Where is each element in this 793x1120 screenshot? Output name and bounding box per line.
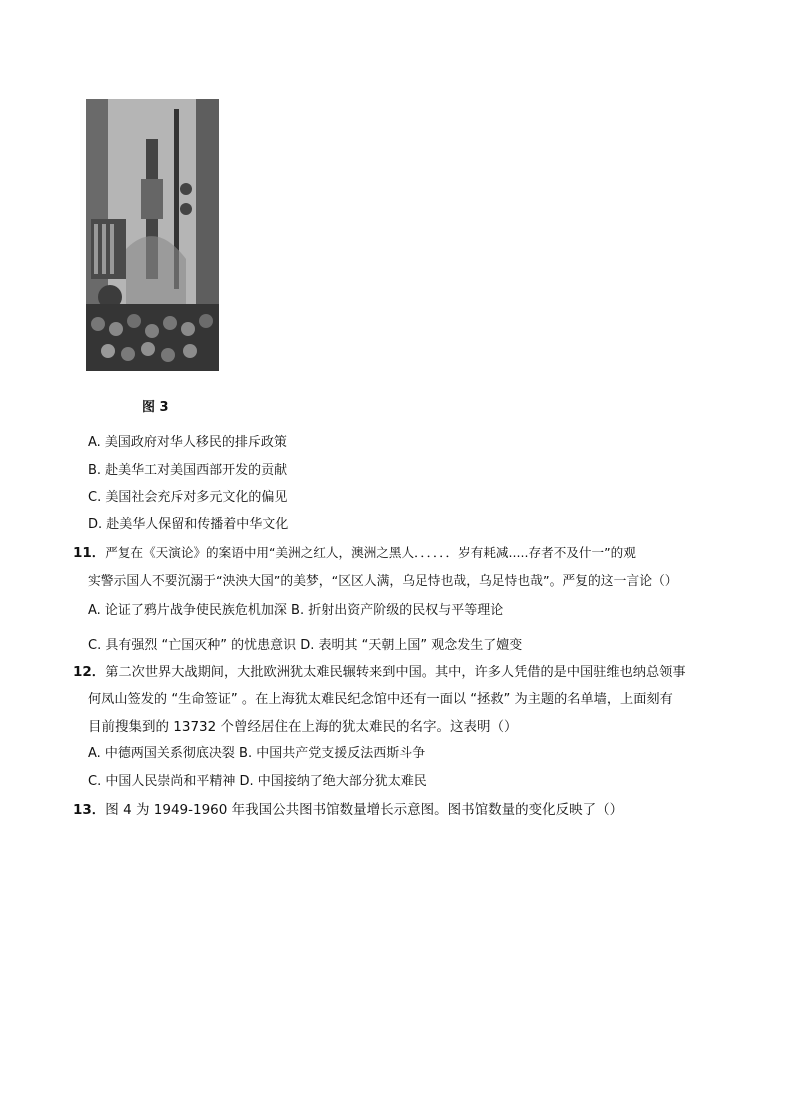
question-13-line-1 xyxy=(73,798,623,818)
question-11-line-1 xyxy=(73,541,636,561)
figure3-option-a: A. 美国政府对华人移民的排斥政策 xyxy=(88,435,287,450)
figure3-option-d: D. 赴美华人保留和传播着中华文化 xyxy=(88,517,289,532)
question-12-stem-3: 目前搜集到的 13732 个曾经居住在上海的犹太难民的名字。这表明（） xyxy=(88,719,518,735)
figure-3-caption: 图 3 xyxy=(142,400,169,415)
figure3-option-b: B. 赴美华工对美国西部开发的贡献 xyxy=(88,463,288,478)
question-12-stem-1: 第二次世界大战期间，大批欧洲犹太难民辗转来到中国。其中，许多人凭借的是中国驻维也纳总领事 xyxy=(105,665,686,680)
question-12-number: 12． xyxy=(73,664,106,680)
question-12-options-ab: A. 中德两国关系彻底决裂 B. 中国共产党支援反法西斯斗争 xyxy=(88,746,426,761)
question-13-number: 13． xyxy=(73,802,106,818)
street-scene-illustration xyxy=(86,99,219,371)
question-12-options-cd: C. 中国人民崇尚和平精神 D. 中国接纳了绝大部分犹太难民 xyxy=(88,774,427,789)
figure-3-street-scene-image xyxy=(86,99,219,371)
question-11-stem-2: 实警示国人不要沉溺于“泱泱大国”的美梦，“区区人满，乌足恃也哉，乌足恃也哉”。严复的这一言论（） xyxy=(88,574,678,589)
question-11-options-cd: C. 具有强烈 “亡国灭种” 的忧患意识 D. 表明其 “天朝上国” 观念发生了嬗变 xyxy=(88,638,523,653)
question-11-stem-1: 严复在《天演论》的案语中用“美洲之红人，澳洲之黑人．．．．．．岁有耗减.....存者不及什一”的观 xyxy=(105,545,636,560)
question-11-number: 11． xyxy=(73,545,106,561)
question-12-stem-2: 何凤山签发的 “生命签证” 。在上海犹太难民纪念馆中还有一面以 “拯救” 为主题的名单墙，上面刻有 xyxy=(88,692,673,707)
question-12-line-1 xyxy=(73,660,686,680)
question-13-stem-1: 图 4 为 1949-1960 年我国公共图书馆数量增长示意图。图书馆数量的变化反映了（） xyxy=(105,802,624,818)
question-11-options-ab: A. 论证了鸦片战争使民族危机加深 B. 折射出资产阶级的民权与平等理论 xyxy=(88,603,504,618)
figure3-option-c: C. 美国社会充斥对多元文化的偏见 xyxy=(88,490,288,505)
